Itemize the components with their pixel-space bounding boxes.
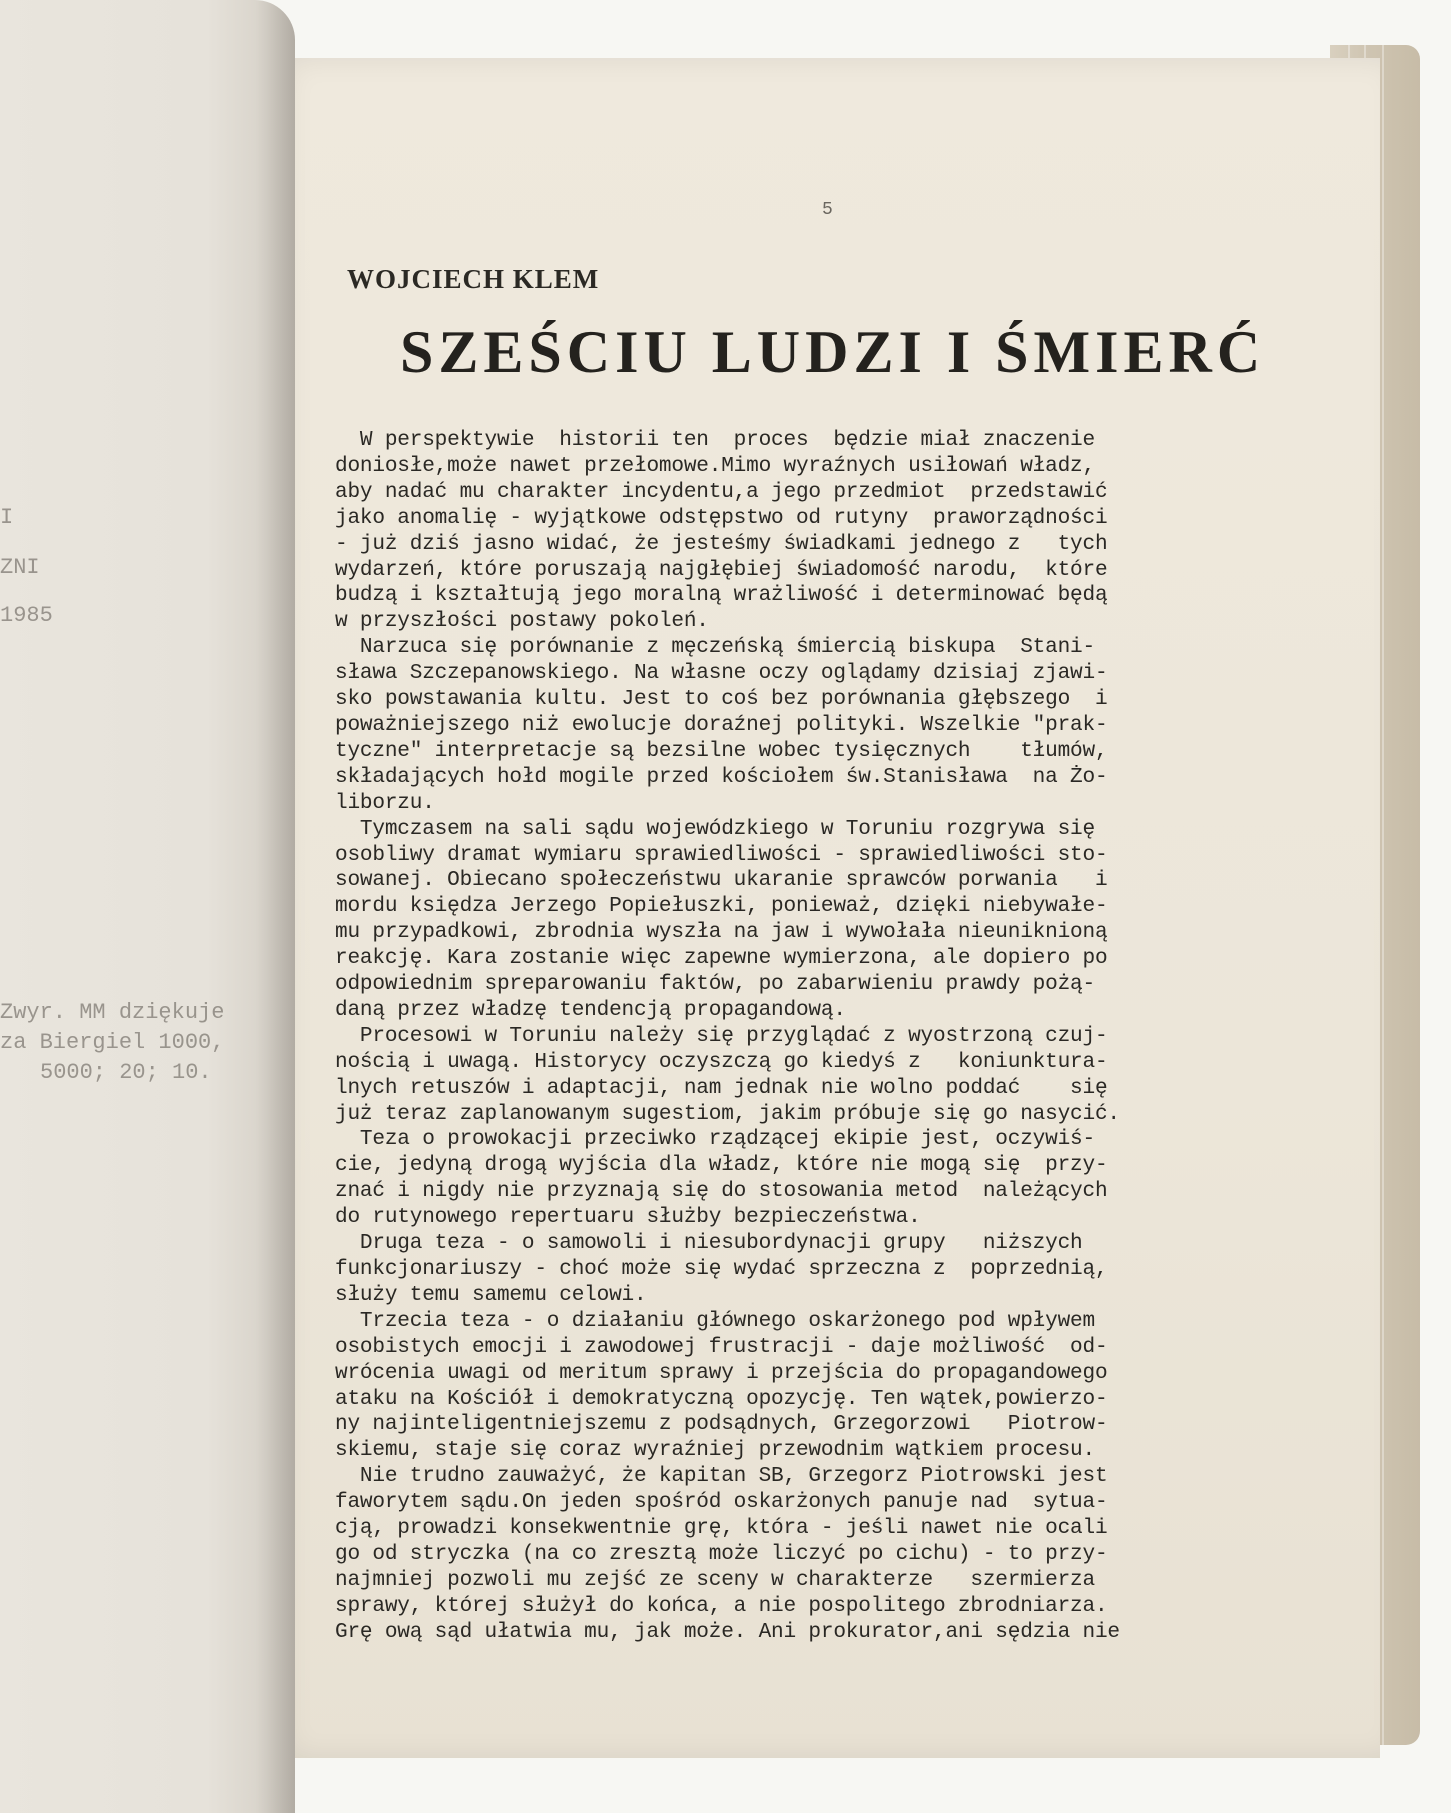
author-name: WOJCIECH KLEM [347, 264, 600, 294]
text-line: jako anomalię - wyjątkowe odstępstwo od rutyny praworządności [335, 505, 1108, 530]
text-line: Narzuca się porównanie z męczeńską śmiercią biskupa Stani- [335, 635, 1095, 660]
text-line: doniosłe,może nawet przełomowe.Mimo wyraźnych usiłowań władz, [335, 453, 1095, 478]
text-line: Tymczasem na sali sądu wojewódzkiego w Toruniu rozgrywa się [335, 816, 1095, 841]
page-number: 5 [822, 200, 833, 220]
text-line: już teraz zaplanowanym sugestiom, jakim próbuje się go nasycić. [335, 1101, 1120, 1126]
left-page-fragment: 1985 [0, 603, 53, 628]
text-line: mu przypadkowi, zbrodnia wyszła na jaw i wywołała nieuniknioną [335, 920, 1108, 945]
article-body [335, 428, 1325, 1646]
text-line: daną przez władzę tendencją propagandową. [335, 997, 846, 1022]
text-line: mordu księdza Jerzego Popiełuszki, ponieważ, dzięki niebywałe- [335, 894, 1108, 919]
text-line: budzą i kształtują jego moralną wrażliwość i determinować będą [335, 583, 1108, 608]
text-line: Grę ową sąd ułatwia mu, jak może. Ani prokurator,ani sędzia nie [335, 1619, 1120, 1644]
text-line: osobistych emocji i zawodowej frustracji - daje możliwość od- [335, 1334, 1108, 1359]
text-line: do rutynowego repertuaru służby bezpieczeństwa. [335, 1205, 921, 1230]
text-line: znać i nigdy nie przyznają się do stosowania metod należących [335, 1179, 1108, 1204]
text-line: sowanej. Obiecano społeczeństwu ukaranie sprawców porwania i [335, 868, 1108, 893]
text-line: najmniej pozwoli mu zejść ze sceny w charakterze szermierza [335, 1567, 1095, 1592]
text-line: - już dziś jasno widać, że jesteśmy świadkami jednego z tych [335, 531, 1108, 556]
text-line: funkcjonariuszy - choć może się wydać sprzeczna z poprzednią, [335, 1257, 1108, 1281]
article-title: SZEŚCIU LUDZI I ŚMIERĆ [400, 319, 1266, 385]
text-line: sprawy, której służył do końca, a nie pospolitego zbrodniarza. [335, 1593, 1108, 1618]
text-line: wrócenia uwagi od meritum sprawy i przejścia do propagandowego [335, 1360, 1108, 1385]
text-line: W perspektywie historii ten proces będzie miał znaczenie [335, 428, 1095, 452]
left-page [0, 0, 295, 1813]
text-line: osobliwy dramat wymiaru sprawiedliwości - sprawiedliwości sto- [335, 842, 1108, 867]
text-line: Druga teza - o samowoli i niesubordynacji grupy niższych [335, 1231, 1083, 1256]
text-line: aby nadać mu charakter incydentu,a jego przedmiot przedstawić [335, 479, 1108, 504]
left-page-fragment: Zwyr. MM dziękuje [0, 1000, 225, 1025]
text-line: Nie trudno zauważyć, że kapitan SB, Grzegorz Piotrowski jest [335, 1464, 1108, 1489]
text-line: faworytem sądu.On jeden spośród oskarżonych panuje nad sytua- [335, 1490, 1108, 1515]
text-line: składających hołd mogile przed kościołem św.Stanisława na Żo- [335, 764, 1108, 789]
text-line: reakcję. Kara zostanie więc zapewne wymierzona, ale dopiero po [335, 946, 1108, 971]
left-page-fragment: 5000; 20; 10. [40, 1060, 212, 1085]
text-line: sława Szczepanowskiego. Na własne oczy oglądamy dzisiaj zjawi- [335, 661, 1108, 686]
text-line: Teza o prowokacji przeciwko rządzącej ekipie jest, oczywiś- [335, 1127, 1095, 1152]
text-line: cie, jedyną drogą wyjścia dla władz, które nie mogą się przy- [335, 1153, 1108, 1178]
text-line: odpowiednim spreparowaniu faktów, po zabarwieniu prawdy pożą- [335, 972, 1095, 997]
text-line: Trzecia teza - o działaniu głównego oskarżonego pod wpływem [335, 1308, 1095, 1333]
text-line: ataku na Kościół i demokratyczną opozycję. Ten wątek,powierzo- [335, 1386, 1108, 1411]
gutter-shadow [255, 0, 295, 1813]
text-line: wydarzeń, które poruszają najgłębiej świadomość narodu, które [335, 557, 1108, 582]
left-page-fragment: I [0, 505, 14, 530]
text-line: go od stryczka (na co zresztą może liczyć po cichu) - to przy- [335, 1541, 1108, 1566]
text-line: ny najinteligentniejszemu z podsądnych, Grzegorzowi Piotrow- [335, 1412, 1108, 1437]
text-line: skiemu, staje się coraz wyraźniej przewodnim wątkiem procesu. [335, 1438, 1095, 1463]
left-page-fragment: ZNI [0, 555, 40, 580]
text-line: Procesowi w Toruniu należy się przyglądać z wyostrzoną czuj- [335, 1023, 1108, 1048]
text-line: poważniejszego niż ewolucje doraźnej polityki. Wszelkie "prak- [335, 712, 1108, 737]
text-line: służy temu samemu celowi. [335, 1282, 647, 1307]
text-line: lnych retuszów i adaptacji, nam jednak nie wolno poddać się [335, 1075, 1108, 1100]
text-line: liborzu. [335, 790, 435, 815]
text-line: w przyszłości postawy pokoleń. [335, 609, 709, 634]
left-page-fragment: za Biergiel 1000, [0, 1030, 225, 1055]
text-line: cją, prowadzi konsekwentnie grę, która - jeśli nawet nie ocali [335, 1516, 1108, 1541]
text-line: sko powstawania kultu. Jest to coś bez porównania głębszego i [335, 687, 1108, 712]
text-line: tyczne" interpretacje są bezsilne wobec tysięcznych tłumów, [335, 738, 1108, 763]
text-line: nością i uwagą. Historycy oczyszczą go kiedyś z koniunktura- [335, 1049, 1108, 1074]
